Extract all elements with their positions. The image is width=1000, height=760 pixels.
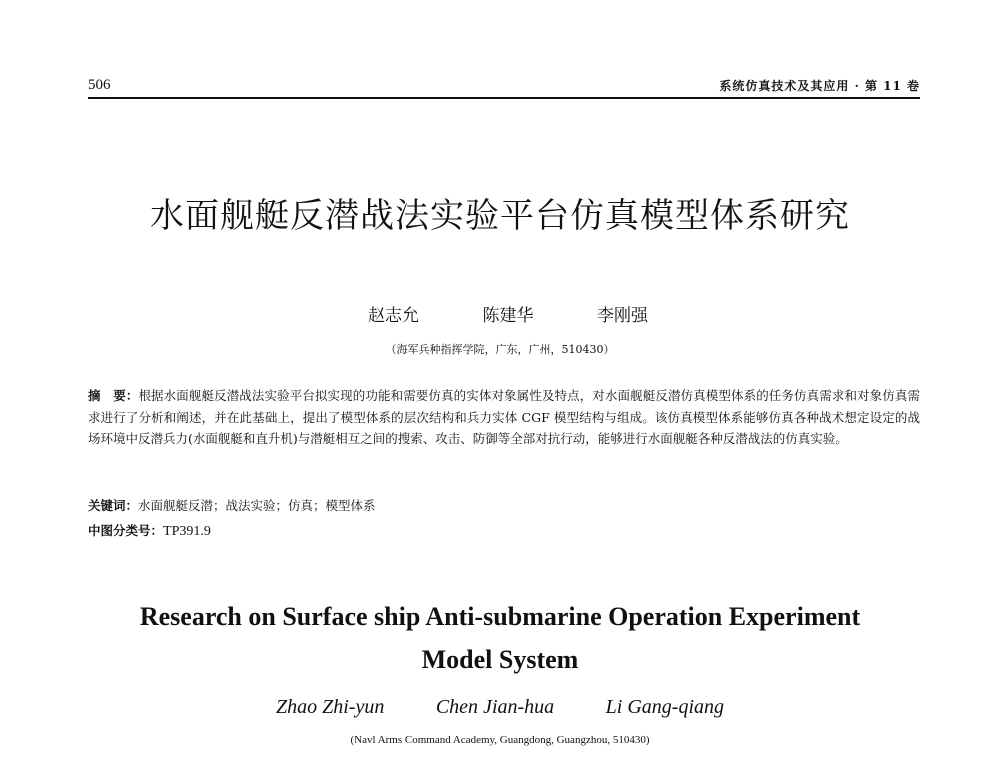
header-rule: [88, 97, 920, 99]
abstract-text: 根据水面舰艇反潜战法实验平台拟实现的功能和需要仿真的实体对象属性及特点，对水面舰艇反潜仿真模型体系的任务仿真需求和对象仿真需求进行了分析和阐述，并在此基础上，提出了模型体系的层次结构和兵力实体 CGF 模型结构与组成。该仿真模型体系能够仿真各种战术想定设定的战场环境中反潜兵力(水面舰艇和直升机)与潜艇相互之间的搜索、攻击、防御等全部对抗行动，能够进行水面舰艇各种反潜战法的仿真实验。: [88, 388, 920, 446]
author-en-2: Chen Jian-hua: [435, 696, 555, 718]
page-number: 506: [88, 77, 111, 93]
classification-number: [88, 521, 211, 540]
classification-value: TP391.9: [163, 524, 211, 539]
author-cn-2: 陈建华: [482, 306, 534, 326]
english-title-line-2: Model System: [421, 645, 579, 674]
author-en-3: Li Gang-qiang: [605, 696, 724, 718]
chinese-keywords: [88, 496, 376, 514]
author-en-1: Zhao Zhi-yun: [276, 696, 385, 718]
keywords-label: 关键词：: [88, 498, 139, 513]
chinese-authors: [368, 301, 648, 326]
keywords-text: 水面舰艇反潜；战法实验；仿真；模型体系: [138, 498, 376, 513]
chinese-title: 水面舰艇反潜战法实验平台仿真模型体系研究: [150, 196, 850, 236]
english-title-line-1: Research on Surface ship Anti-submarine Operation Experiment: [139, 602, 861, 631]
english-affiliation: (Navl Arms Command Academy, Guangdong, Guangzhou, 510430): [350, 734, 650, 746]
author-cn-3: 李刚强: [597, 306, 648, 326]
english-authors: [276, 696, 724, 719]
classification-label: 中图分类号：: [88, 523, 164, 538]
chinese-affiliation: （海军兵种指挥学院，广东，广州，510430）: [385, 343, 615, 356]
english-title: [0, 595, 1000, 681]
abstract-label: 摘 要：: [88, 388, 139, 403]
chinese-abstract: [88, 385, 920, 450]
journal-title: 系统仿真技术及其应用 · 第 11 卷: [719, 79, 920, 93]
running-header: [88, 77, 920, 99]
author-cn-1: 赵志允: [368, 306, 419, 326]
